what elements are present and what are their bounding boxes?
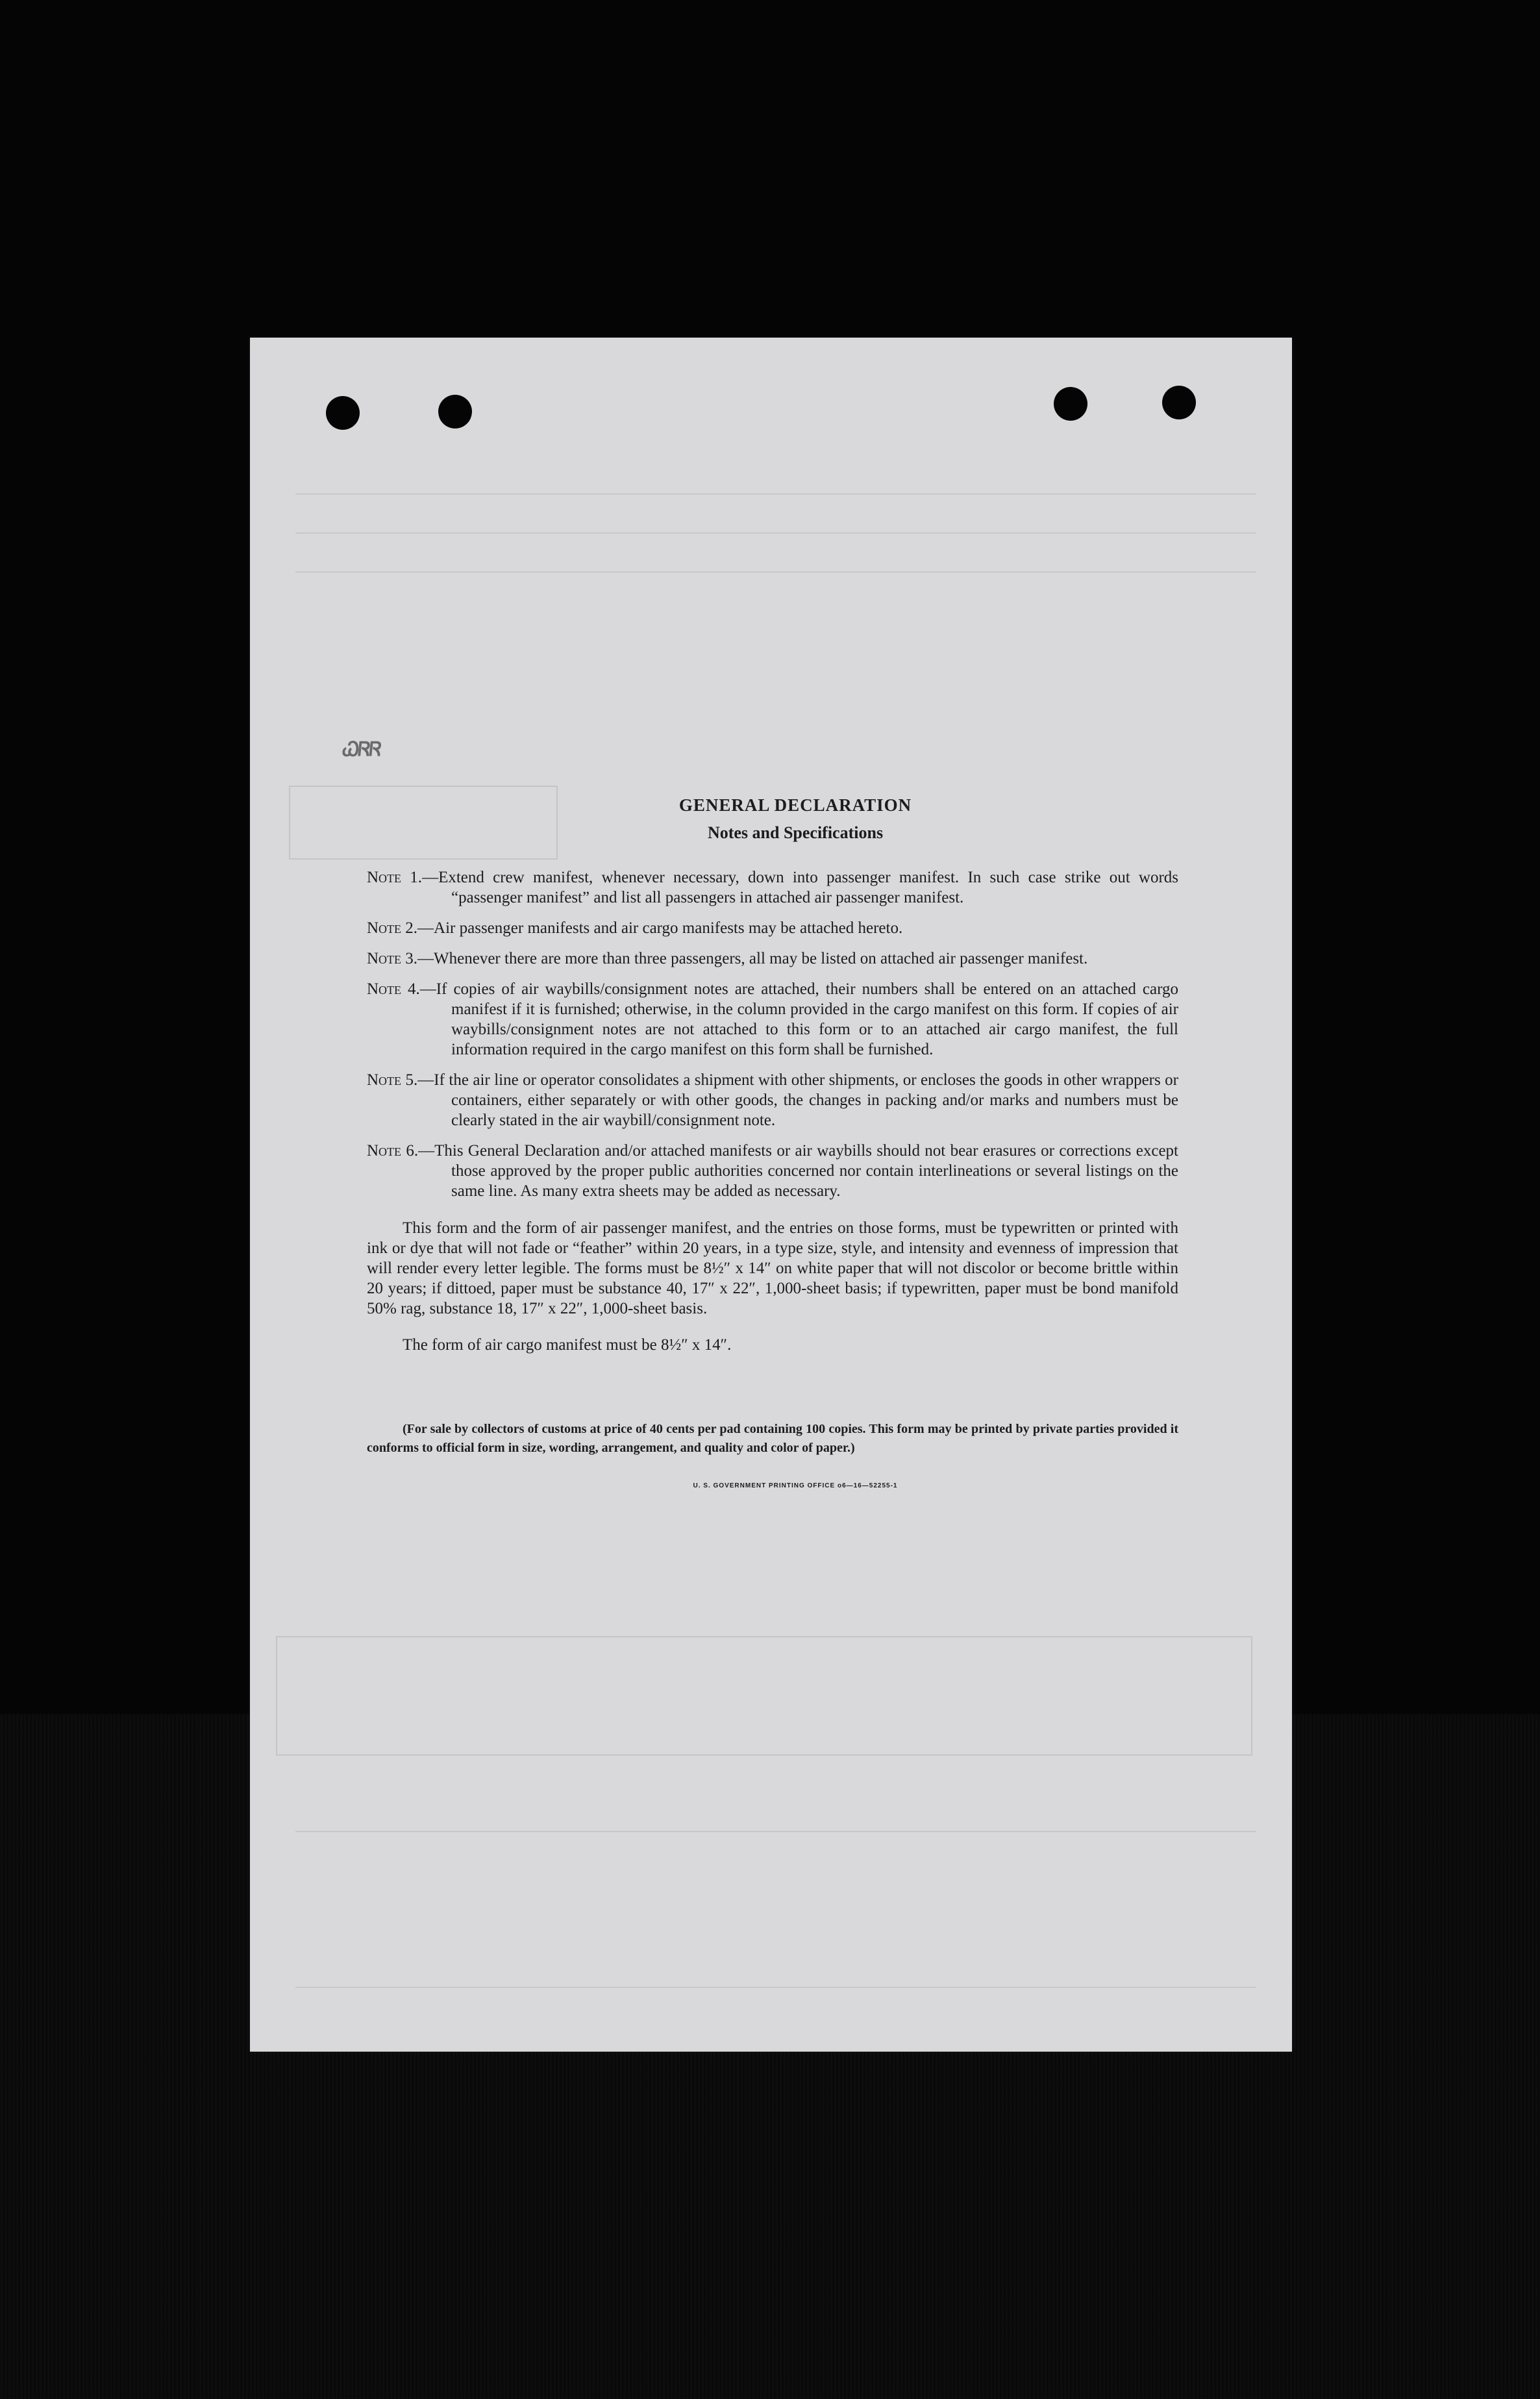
cargo-manifest-size-paragraph: The form of air cargo manifest must be 8½″ x 14″. xyxy=(403,1336,732,1354)
note-1 xyxy=(367,867,1178,908)
form-specification-paragraph: This form and the form of air passenger manifest, and the entries on those forms, must be typewritten or printed with ink or dye that will not fade or “feather” within 20 years, in a type size, style, and intensity and evenness of impression that will render every letter legible. The forms must be 8½″ x 14″ on white paper that will not discolor or become brittle within 20 years; if dittoed, paper must be substance 40, 17″ x 22″, 1,000-sheet basis; if typewritten, paper must be bond manifold 50% rag, substance 18, 17″ x 22″, 1,000-sheet basis. xyxy=(367,1219,1178,1317)
page-subtitle: Notes and Specifications xyxy=(707,823,884,842)
punch-hole xyxy=(438,395,472,429)
handwritten-stamp-mark: ᏇᏒᏒ xyxy=(342,739,382,760)
note-text: —This General Declaration and/or attached manifests or air waybills should not bear erasures or corrections except those approved by the proper public authorities concerned nor contain interlineations or several listings on the same line. As many extra sheets may be added as necessary. xyxy=(418,1142,1178,1200)
printer-imprint: U. S. GOVERNMENT PRINTING OFFICE o6—16—52255-1 xyxy=(693,1482,898,1489)
bleed-through-line xyxy=(295,493,1256,495)
note-5 xyxy=(367,1070,1178,1130)
note-text: —If the air line or operator consolidates a shipment with other shipments, or encloses the goods in other wrappers or containers, either separately or with other goods, the changes in packing and/or marks and numbers must be clearly stated in the air waybill/consignment note. xyxy=(417,1071,1179,1129)
punch-hole xyxy=(1162,386,1196,419)
note-4 xyxy=(367,979,1178,1060)
punch-hole xyxy=(1054,387,1087,421)
bleed-through-line xyxy=(295,571,1256,573)
note-text: —Air passenger manifests and air cargo manifests may be attached hereto. xyxy=(417,919,903,937)
note-6 xyxy=(367,1141,1178,1201)
bleed-through-line xyxy=(295,1831,1256,1832)
note-label: Note 1. xyxy=(367,869,423,886)
note-label: Note 5. xyxy=(367,1071,418,1089)
punch-hole xyxy=(326,396,360,430)
sale-notice: (For sale by collectors of customs at price of 40 cents per pad containing 100 copies. This form may be printed by private parties provided it conforms to official form in size, wording, arrangement, and quality and color of paper.) xyxy=(367,1422,1178,1455)
note-label: Note 2. xyxy=(367,919,418,937)
bleed-through-line xyxy=(295,1987,1256,1988)
note-text: —Extend crew manifest, whenever necessary, down into passenger manifest. In such case strike out words “passenger manifest” and list all passengers in attached air passenger manifest. xyxy=(422,869,1179,906)
bleed-through-line xyxy=(295,532,1256,534)
note-label: Note 4. xyxy=(367,980,420,998)
declaration-content xyxy=(367,795,1178,1496)
note-label: Note 3. xyxy=(367,950,418,967)
bleed-through-box xyxy=(276,1636,1252,1756)
note-2 xyxy=(367,918,1178,938)
page-title: GENERAL DECLARATION xyxy=(678,795,912,815)
note-text: —If copies of air waybills/consignment notes are attached, their numbers shall be entered on an attached cargo manifest if it is furnished; otherwise, in the column provided in the cargo manifest on this form. If copies of air waybills/consignment notes are not attached to this form or to an attached air cargo manifest, the full information required in the cargo manifest on this form shall be furnished. xyxy=(419,980,1178,1058)
note-label: Note 6. xyxy=(367,1142,419,1160)
note-3 xyxy=(367,949,1178,969)
note-text: —Whenever there are more than three passengers, all may be listed on attached air passenger manifest. xyxy=(417,950,1088,967)
